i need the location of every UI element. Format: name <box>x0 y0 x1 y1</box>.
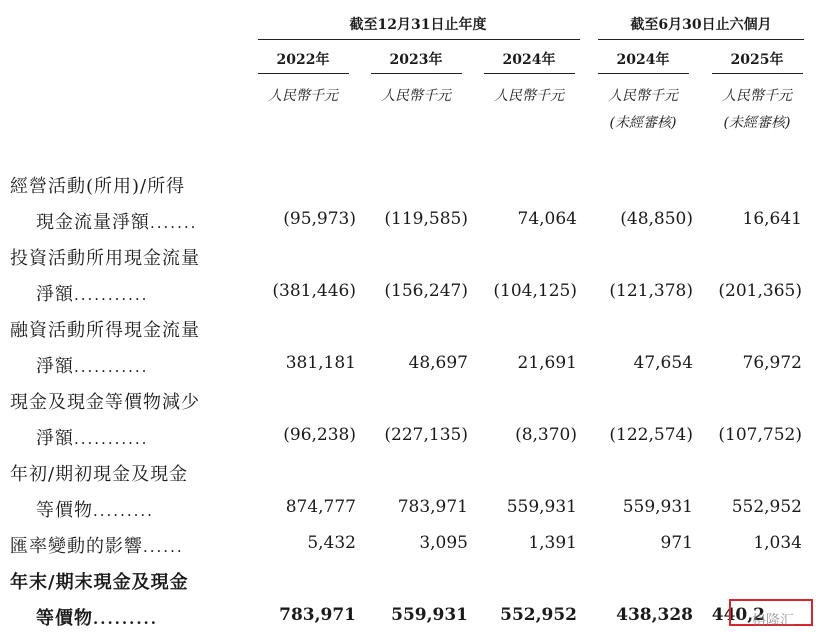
cell-net-decrease-h2024: (122,574) <box>609 425 693 445</box>
col-note-5: (未經審核) <box>723 115 791 131</box>
col-header-year-5: 2025年 <box>730 52 784 68</box>
cell-operating-2022: (95,973) <box>283 209 356 229</box>
col-unit-4: 人民幣千元 <box>608 88 678 104</box>
col-header-rule-4 <box>598 73 689 74</box>
col-header-year-3: 2024年 <box>502 52 556 68</box>
row-label-financing: 融資活動所得現金流量 <box>10 320 200 341</box>
row-label-text: 匯率變動的影響 <box>10 536 143 557</box>
leader-dots: ...... <box>143 538 184 556</box>
cell-investing-2022: (381,446) <box>272 281 356 301</box>
cell-financing-h2025: 76,972 <box>742 353 802 373</box>
row-label-operating: 經營活動(所用)/所得 <box>10 176 186 197</box>
col-header-year-1: 2022年 <box>276 52 330 68</box>
row-label-operating-cont <box>36 208 197 234</box>
row-label-investing-cont <box>36 280 148 306</box>
cell-investing-h2024: (121,378) <box>609 281 693 301</box>
row-label-opening-cash: 年初/期初現金及現金 <box>10 464 189 485</box>
cell-opening-cash-2023: 783,971 <box>397 497 468 517</box>
cell-fx-effect-2024: 1,391 <box>528 533 577 553</box>
row-label-text: 淨額 <box>36 428 74 449</box>
header-group-year-rule <box>258 39 580 40</box>
cell-operating-h2025: 16,641 <box>742 209 802 229</box>
cell-operating-h2024: (48,850) <box>620 209 693 229</box>
row-label-text: 現金流量淨額 <box>36 212 150 233</box>
row-label-net-decrease: 現金及現金等價物減少 <box>10 392 200 413</box>
leader-dots: ......... <box>93 502 154 520</box>
cell-investing-2023: (156,247) <box>384 281 468 301</box>
row-label-financing-cont <box>36 352 148 378</box>
col-header-rule-5 <box>712 73 803 74</box>
cell-closing-cash-2024: 552,952 <box>500 605 577 625</box>
row-label-text: 淨額 <box>36 284 74 305</box>
row-label-closing-cash-cont <box>36 604 158 630</box>
leader-dots: ........... <box>74 430 149 448</box>
row-label-net-decrease-cont <box>36 424 148 450</box>
cell-fx-effect-2023: 3,095 <box>419 533 468 553</box>
cell-closing-cash-2023: 559,931 <box>391 605 468 625</box>
cell-net-decrease-2023: (227,135) <box>384 425 468 445</box>
col-header-rule-3 <box>484 73 575 74</box>
col-header-year-4: 2024年 <box>616 52 670 68</box>
row-label-text: 淨額 <box>36 356 74 377</box>
cell-net-decrease-2022: (96,238) <box>283 425 356 445</box>
cell-net-decrease-h2025: (107,752) <box>718 425 802 445</box>
watermark-text: 格隆汇 <box>752 613 794 629</box>
cell-opening-cash-2024: 559,931 <box>506 497 577 517</box>
cell-closing-cash-2022: 783,971 <box>279 605 356 625</box>
col-header-rule-1 <box>258 73 349 74</box>
leader-dots: ........... <box>74 286 149 304</box>
cell-financing-h2024: 47,654 <box>633 353 693 373</box>
cell-operating-2023: (119,585) <box>384 209 468 229</box>
col-unit-5: 人民幣千元 <box>722 88 792 104</box>
cell-fx-effect-2022: 5,432 <box>307 533 356 553</box>
cell-opening-cash-h2025: 552,952 <box>731 497 802 517</box>
cell-operating-2024: 74,064 <box>517 209 577 229</box>
col-header-year-2: 2023年 <box>389 52 443 68</box>
cell-opening-cash-2022: 874,777 <box>285 497 356 517</box>
cell-financing-2022: 381,181 <box>285 353 356 373</box>
row-label-text: 等價物 <box>36 500 93 521</box>
row-label-text: 等價物 <box>36 608 93 629</box>
col-unit-3: 人民幣千元 <box>494 88 564 104</box>
cell-fx-effect-h2024: 971 <box>660 533 693 553</box>
cell-opening-cash-h2024: 559,931 <box>622 497 693 517</box>
header-group-year-title: 截至12月31日止年度 <box>349 17 487 33</box>
row-label-opening-cash-cont <box>36 496 154 522</box>
col-header-rule-2 <box>371 73 462 74</box>
col-unit-2: 人民幣千元 <box>381 88 451 104</box>
cell-closing-cash-h2025: 440,2 <box>711 605 765 625</box>
cell-investing-h2025: (201,365) <box>718 281 802 301</box>
cell-net-decrease-2024: (8,370) <box>515 425 577 445</box>
cell-financing-2024: 21,691 <box>517 353 577 373</box>
row-label-investing: 投資活動所用現金流量 <box>10 248 200 269</box>
cell-fx-effect-h2025: 1,034 <box>753 533 802 553</box>
header-group-halfyear-rule <box>598 39 804 40</box>
cell-closing-cash-h2024: 438,328 <box>616 605 693 625</box>
cell-investing-2024: (104,125) <box>493 281 577 301</box>
header-group-halfyear-title: 截至6月30日止六個月 <box>630 17 772 33</box>
leader-dots: ....... <box>150 214 198 232</box>
row-label-fx-effect <box>10 532 184 558</box>
leader-dots: ......... <box>93 610 158 628</box>
col-unit-1: 人民幣千元 <box>268 88 338 104</box>
cell-financing-2023: 48,697 <box>408 353 468 373</box>
row-label-closing-cash: 年末/期末現金及現金 <box>10 572 189 593</box>
leader-dots: ........... <box>74 358 149 376</box>
col-note-4: (未經審核) <box>609 115 677 131</box>
